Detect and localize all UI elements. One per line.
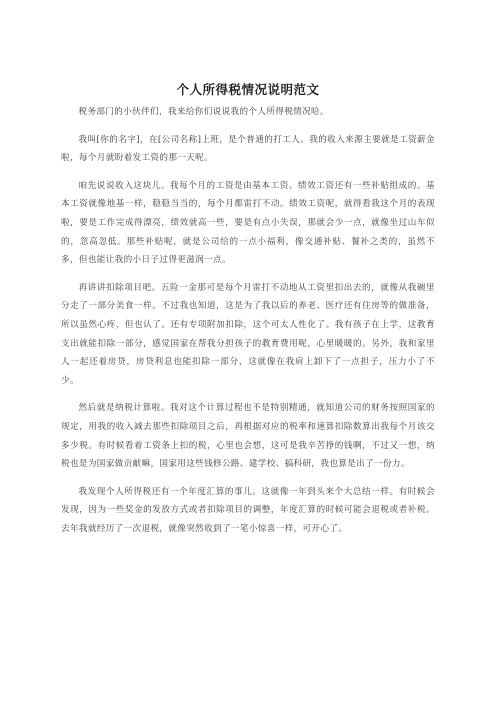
self-introduction-paragraph: 我叫[你的名字]，在[公司名称]上班，是个普通的打工人。我的收入来源主要就是工资薪金啦，每个月就盼着发工资的那一天呢。 <box>61 134 435 164</box>
intro-paragraph: 税务部门的小伙伴们，我来给你们说说我的个人所得税情况哈。 <box>78 107 329 117</box>
document-body <box>61 103 435 547</box>
tax-calculation-paragraph: 然后就是纳税计算啦。我对这个计算过程也不是特别精通，就知道公司的财务按照国家的规定，用我的收入减去那些扣除项目之后，再根据对应的税率和速算扣除数算出我每个月该交多少税。有时候看着工资条上扣的税，心里也会想，这可是我辛苦挣的钱啊，不过又一想，纳税也是为国家做贡献嘛，国家用这些钱修公路、建学校、搞科研，我也算是出了一份力。 <box>61 403 435 470</box>
deductions-paragraph: 再讲讲扣除项目吧。五险一金那可是每个月雷打不动地从工资里扣出去的，就像从我碗里分走了一部分美食一样。不过我也知道，这是为了我以后的养老、医疗还有住房等的做准备，所以虽然心疼，但也认了。还有专项附加扣除，这个可太人性化了。我有孩子在上学，这教育支出就能扣除一部分，感觉国家在帮我分担孩子的教育费用呢，心里暖暖的。另外，我和家里人一起还着房贷，房贷利息也能扣除一部分，这就像在我肩上卸下了一点担子，压力小了不少。 <box>61 282 435 386</box>
income-paragraph: 咱先说说收入这块儿。我每个月的工资是由基本工资、绩效工资还有一些补贴组成的。基本工资就像地基一样，稳稳当当的，每个月都雷打不动。绩效工资呢，就得看我这个月的表现啦，要是工作完成得漂亮，绩效就高一些，要是有点小失误，那就会少一点，就像坐过山车似的，忽高忽低。那些补贴呢，就是公司给的一点小福利，像交通补贴、餐补之类的，虽然不多，但也能让我的小日子过得更滋润一点。 <box>61 180 435 266</box>
document-title: 个人所得税情况说明范文 <box>176 82 320 97</box>
annual-settlement-paragraph: 我发现个人所得税还有一个年度汇算的事儿。这就像一年到头来个大总结一样。有时候会发现，因为一些奖金的发放方式或者扣除项目的调整，年度汇算的时候可能会退税或者补税。去年我就经历了一次退税，就像突然收到了一笔小惊喜一样，可开心了。 <box>61 486 435 534</box>
